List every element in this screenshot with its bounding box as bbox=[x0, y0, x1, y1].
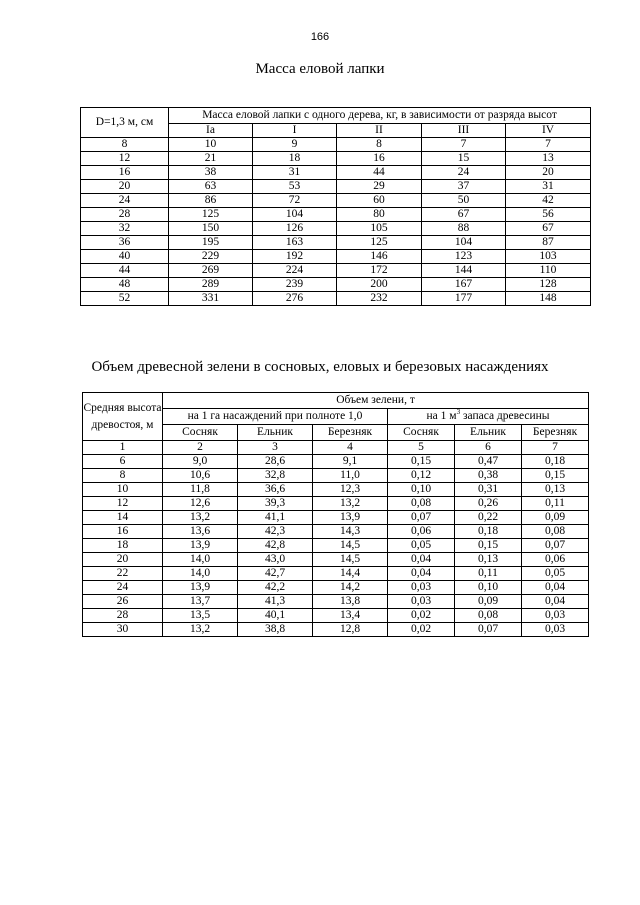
data-cell: 110 bbox=[506, 264, 591, 278]
row-label-cell: 12 bbox=[83, 497, 163, 511]
table2-subgroup-per-ha: на 1 га насаждений при полноте 1,0 bbox=[163, 409, 388, 425]
table2-col-header: Ельник bbox=[455, 425, 522, 441]
data-cell: 21 bbox=[169, 152, 253, 166]
data-cell: 0,09 bbox=[455, 595, 522, 609]
data-cell: 12,3 bbox=[313, 483, 388, 497]
row-label-cell: 12 bbox=[81, 152, 169, 166]
data-cell: 0,11 bbox=[522, 497, 589, 511]
data-cell: 0,04 bbox=[522, 581, 589, 595]
data-cell: 13,6 bbox=[163, 525, 238, 539]
row-label-cell: 48 bbox=[81, 278, 169, 292]
table1-col-header: IV bbox=[506, 124, 591, 138]
table2-col-number: 2 bbox=[163, 441, 238, 455]
data-cell: 104 bbox=[253, 208, 337, 222]
row-label-cell: 24 bbox=[81, 194, 169, 208]
data-cell: 289 bbox=[169, 278, 253, 292]
table1-col-header: Ia bbox=[169, 124, 253, 138]
data-cell: 14,0 bbox=[163, 567, 238, 581]
data-cell: 192 bbox=[253, 250, 337, 264]
data-cell: 13,7 bbox=[163, 595, 238, 609]
data-cell: 0,04 bbox=[522, 595, 589, 609]
table2-stub-header: Средняя высота древостоя, м bbox=[83, 393, 163, 441]
row-label-cell: 28 bbox=[83, 609, 163, 623]
data-cell: 11,0 bbox=[313, 469, 388, 483]
data-cell: 43,0 bbox=[238, 553, 313, 567]
data-cell: 11,8 bbox=[163, 483, 238, 497]
table-row bbox=[83, 497, 589, 511]
data-cell: 42,7 bbox=[238, 567, 313, 581]
table2-col-number: 4 bbox=[313, 441, 388, 455]
data-cell: 0,04 bbox=[388, 553, 455, 567]
data-cell: 125 bbox=[169, 208, 253, 222]
table-row bbox=[81, 208, 591, 222]
data-cell: 63 bbox=[169, 180, 253, 194]
data-cell: 239 bbox=[253, 278, 337, 292]
row-label-cell: 8 bbox=[83, 469, 163, 483]
data-cell: 50 bbox=[422, 194, 506, 208]
data-cell: 18 bbox=[253, 152, 337, 166]
data-cell: 232 bbox=[337, 292, 422, 306]
data-cell: 12,6 bbox=[163, 497, 238, 511]
data-cell: 0,47 bbox=[455, 455, 522, 469]
data-cell: 41,1 bbox=[238, 511, 313, 525]
data-cell: 9,0 bbox=[163, 455, 238, 469]
data-cell: 0,07 bbox=[388, 511, 455, 525]
data-cell: 14,0 bbox=[163, 553, 238, 567]
table-row bbox=[83, 539, 589, 553]
table2-col-number: 3 bbox=[238, 441, 313, 455]
data-cell: 269 bbox=[169, 264, 253, 278]
data-cell: 12,8 bbox=[313, 623, 388, 637]
data-cell: 9,1 bbox=[313, 455, 388, 469]
data-cell: 123 bbox=[422, 250, 506, 264]
data-cell: 32,8 bbox=[238, 469, 313, 483]
data-cell: 13,8 bbox=[313, 595, 388, 609]
data-cell: 150 bbox=[169, 222, 253, 236]
table-row bbox=[83, 567, 589, 581]
table-row bbox=[83, 455, 589, 469]
data-cell: 0,03 bbox=[388, 595, 455, 609]
data-cell: 144 bbox=[422, 264, 506, 278]
row-label-cell: 10 bbox=[83, 483, 163, 497]
row-label-cell: 36 bbox=[81, 236, 169, 250]
data-cell: 39,3 bbox=[238, 497, 313, 511]
table-row bbox=[81, 292, 591, 306]
data-cell: 0,10 bbox=[388, 483, 455, 497]
row-label-cell: 14 bbox=[83, 511, 163, 525]
data-cell: 229 bbox=[169, 250, 253, 264]
table2-col-header: Сосняк bbox=[388, 425, 455, 441]
data-cell: 0,22 bbox=[455, 511, 522, 525]
data-cell: 72 bbox=[253, 194, 337, 208]
table1-stub-header: D=1,3 м, см bbox=[81, 108, 169, 138]
table2-col-header: Ельник bbox=[238, 425, 313, 441]
data-cell: 31 bbox=[253, 166, 337, 180]
table2-title: Объем древесной зелени в сосновых, еловых и березовых насаждениях bbox=[91, 359, 549, 375]
data-cell: 13,2 bbox=[163, 623, 238, 637]
data-cell: 29 bbox=[337, 180, 422, 194]
table1-title: Масса еловой лапки bbox=[255, 61, 385, 77]
spruce-branch-mass-table bbox=[80, 107, 591, 306]
data-cell: 104 bbox=[422, 236, 506, 250]
green-biomass-volume-table bbox=[82, 392, 589, 637]
data-cell: 105 bbox=[337, 222, 422, 236]
data-cell: 0,31 bbox=[455, 483, 522, 497]
data-cell: 13,9 bbox=[313, 511, 388, 525]
data-cell: 0,02 bbox=[388, 623, 455, 637]
data-cell: 14,2 bbox=[313, 581, 388, 595]
data-cell: 224 bbox=[253, 264, 337, 278]
data-cell: 16 bbox=[337, 152, 422, 166]
data-cell: 67 bbox=[506, 222, 591, 236]
table-row bbox=[83, 581, 589, 595]
data-cell: 0,05 bbox=[522, 567, 589, 581]
data-cell: 13,2 bbox=[313, 497, 388, 511]
data-cell: 86 bbox=[169, 194, 253, 208]
data-cell: 40,1 bbox=[238, 609, 313, 623]
data-cell: 0,18 bbox=[455, 525, 522, 539]
data-cell: 7 bbox=[422, 138, 506, 152]
data-cell: 24 bbox=[422, 166, 506, 180]
data-cell: 126 bbox=[253, 222, 337, 236]
data-cell: 88 bbox=[422, 222, 506, 236]
table1-col-header: I bbox=[253, 124, 337, 138]
table1-group-header: Масса еловой лапки с одного дерева, кг, в зависимости от разряда высот bbox=[169, 108, 591, 124]
data-cell: 7 bbox=[506, 138, 591, 152]
table2-group-header: Объем зелени, т bbox=[163, 393, 589, 409]
table-row bbox=[81, 278, 591, 292]
table-row bbox=[81, 236, 591, 250]
row-label-cell: 16 bbox=[81, 166, 169, 180]
subgroup-text-pre: на 1 м bbox=[426, 410, 457, 422]
data-cell: 0,13 bbox=[522, 483, 589, 497]
data-cell: 0,26 bbox=[455, 497, 522, 511]
data-cell: 0,08 bbox=[455, 609, 522, 623]
table2-col-number: 5 bbox=[388, 441, 455, 455]
table-row bbox=[81, 250, 591, 264]
data-cell: 42,2 bbox=[238, 581, 313, 595]
data-cell: 80 bbox=[337, 208, 422, 222]
data-cell: 0,09 bbox=[522, 511, 589, 525]
data-cell: 37 bbox=[422, 180, 506, 194]
data-cell: 276 bbox=[253, 292, 337, 306]
data-cell: 0,15 bbox=[522, 469, 589, 483]
row-label-cell: 20 bbox=[81, 180, 169, 194]
row-label-cell: 22 bbox=[83, 567, 163, 581]
data-cell: 177 bbox=[422, 292, 506, 306]
table2-col-header: Сосняк bbox=[163, 425, 238, 441]
table-row bbox=[81, 138, 591, 152]
data-cell: 0,06 bbox=[388, 525, 455, 539]
data-cell: 56 bbox=[506, 208, 591, 222]
subgroup-text-post: запаса древесины bbox=[460, 410, 550, 422]
data-cell: 38,8 bbox=[238, 623, 313, 637]
data-cell: 331 bbox=[169, 292, 253, 306]
table-row bbox=[83, 595, 589, 609]
row-label-cell: 28 bbox=[81, 208, 169, 222]
data-cell: 0,15 bbox=[455, 539, 522, 553]
data-cell: 0,08 bbox=[522, 525, 589, 539]
table2-col-header: Березняк bbox=[522, 425, 589, 441]
data-cell: 0,02 bbox=[388, 609, 455, 623]
table-row bbox=[81, 152, 591, 166]
data-cell: 42,8 bbox=[238, 539, 313, 553]
data-cell: 0,10 bbox=[455, 581, 522, 595]
data-cell: 14,3 bbox=[313, 525, 388, 539]
table-row bbox=[83, 609, 589, 623]
data-cell: 0,04 bbox=[388, 567, 455, 581]
table-row bbox=[83, 623, 589, 637]
row-label-cell: 30 bbox=[83, 623, 163, 637]
data-cell: 41,3 bbox=[238, 595, 313, 609]
data-cell: 87 bbox=[506, 236, 591, 250]
data-cell: 8 bbox=[337, 138, 422, 152]
data-cell: 44 bbox=[337, 166, 422, 180]
data-cell: 172 bbox=[337, 264, 422, 278]
data-cell: 125 bbox=[337, 236, 422, 250]
data-cell: 13,9 bbox=[163, 539, 238, 553]
data-cell: 53 bbox=[253, 180, 337, 194]
data-cell: 10 bbox=[169, 138, 253, 152]
data-cell: 38 bbox=[169, 166, 253, 180]
row-label-cell: 40 bbox=[81, 250, 169, 264]
data-cell: 10,6 bbox=[163, 469, 238, 483]
table-row bbox=[83, 483, 589, 497]
table-row bbox=[81, 264, 591, 278]
table-row bbox=[83, 469, 589, 483]
data-cell: 195 bbox=[169, 236, 253, 250]
table2-col-number: 7 bbox=[522, 441, 589, 455]
data-cell: 13,9 bbox=[163, 581, 238, 595]
data-cell: 0,38 bbox=[455, 469, 522, 483]
table-row bbox=[83, 553, 589, 567]
data-cell: 13,4 bbox=[313, 609, 388, 623]
row-label-cell: 8 bbox=[81, 138, 169, 152]
data-cell: 0,15 bbox=[388, 455, 455, 469]
data-cell: 0,13 bbox=[455, 553, 522, 567]
data-cell: 0,12 bbox=[388, 469, 455, 483]
row-label-cell: 26 bbox=[83, 595, 163, 609]
data-cell: 146 bbox=[337, 250, 422, 264]
data-cell: 42 bbox=[506, 194, 591, 208]
data-cell: 36,6 bbox=[238, 483, 313, 497]
table-row bbox=[81, 194, 591, 208]
table2-col-number: 6 bbox=[455, 441, 522, 455]
data-cell: 0,06 bbox=[522, 553, 589, 567]
data-cell: 14,5 bbox=[313, 539, 388, 553]
data-cell: 14,4 bbox=[313, 567, 388, 581]
data-cell: 14,5 bbox=[313, 553, 388, 567]
data-cell: 60 bbox=[337, 194, 422, 208]
table2-col-number: 1 bbox=[83, 441, 163, 455]
data-cell: 148 bbox=[506, 292, 591, 306]
row-label-cell: 44 bbox=[81, 264, 169, 278]
data-cell: 0,05 bbox=[388, 539, 455, 553]
row-label-cell: 24 bbox=[83, 581, 163, 595]
data-cell: 67 bbox=[422, 208, 506, 222]
data-cell: 15 bbox=[422, 152, 506, 166]
data-cell: 0,08 bbox=[388, 497, 455, 511]
data-cell: 163 bbox=[253, 236, 337, 250]
data-cell: 13,5 bbox=[163, 609, 238, 623]
data-cell: 167 bbox=[422, 278, 506, 292]
data-cell: 0,18 bbox=[522, 455, 589, 469]
data-cell: 20 bbox=[506, 166, 591, 180]
data-cell: 9 bbox=[253, 138, 337, 152]
row-label-cell: 6 bbox=[83, 455, 163, 469]
data-cell: 0,07 bbox=[522, 539, 589, 553]
data-cell: 0,03 bbox=[522, 609, 589, 623]
data-cell: 13,2 bbox=[163, 511, 238, 525]
table-row bbox=[81, 180, 591, 194]
row-label-cell: 16 bbox=[83, 525, 163, 539]
data-cell: 128 bbox=[506, 278, 591, 292]
table-row bbox=[83, 511, 589, 525]
data-cell: 0,07 bbox=[455, 623, 522, 637]
page-number: 166 bbox=[310, 31, 330, 43]
superscript-3: 3 bbox=[456, 408, 461, 416]
data-cell: 0,03 bbox=[388, 581, 455, 595]
data-cell: 0,03 bbox=[522, 623, 589, 637]
data-cell: 13 bbox=[506, 152, 591, 166]
table1-col-header: III bbox=[422, 124, 506, 138]
table1-col-header: II bbox=[337, 124, 422, 138]
table2-subgroup-per-m3 bbox=[388, 409, 589, 425]
table2-col-header: Березняк bbox=[313, 425, 388, 441]
row-label-cell: 52 bbox=[81, 292, 169, 306]
data-cell: 42,3 bbox=[238, 525, 313, 539]
table-row bbox=[81, 166, 591, 180]
data-cell: 31 bbox=[506, 180, 591, 194]
row-label-cell: 20 bbox=[83, 553, 163, 567]
data-cell: 0,11 bbox=[455, 567, 522, 581]
table-row bbox=[83, 525, 589, 539]
data-cell: 28,6 bbox=[238, 455, 313, 469]
table-row bbox=[81, 222, 591, 236]
row-label-cell: 18 bbox=[83, 539, 163, 553]
data-cell: 103 bbox=[506, 250, 591, 264]
data-cell: 200 bbox=[337, 278, 422, 292]
row-label-cell: 32 bbox=[81, 222, 169, 236]
